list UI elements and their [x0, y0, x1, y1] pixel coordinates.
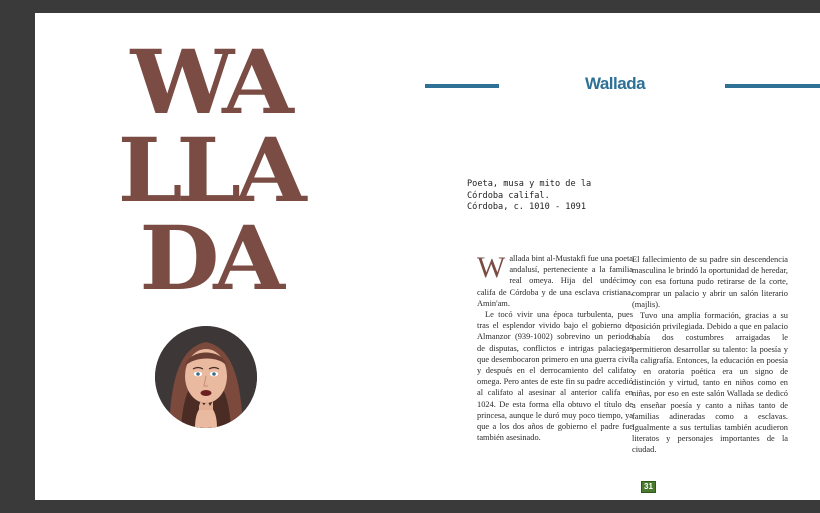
subtitle-line: Córdoba, c. 1010 - 1091 [467, 202, 586, 212]
paragraph: Le tocó vivir una época turbulenta, pues tras el esplendor vivido bajo el gobierno de Almanzor (939-1002) sobrevino un periodo de disputas, conflictos e intrigas palaciegas que desembocaron primero en una guerra civil y después en el derrocamiento del califato omega. Pero antes de este fin su padre accedió al califato al asesinar al anterior califa en 1024. De esta forma ella obtuvo el título de princesa, aunque le duró muy poco tiempo, ya que a los dos años de gobierno el padre fue también asesinado. [477, 310, 633, 443]
paragraph: El fallecimiento de su padre sin descendencia masculina le brindó la oportunidad de heredar, y con esa fortuna pudo retirarse de la corte, comprar un palacio y abrir un salón literario (majlis). [632, 255, 788, 309]
woman-portrait-illustration [155, 326, 257, 428]
display-title-line-2: LLA [117, 118, 301, 222]
display-title-line-1: WA [130, 30, 288, 134]
display-title [109, 30, 309, 310]
title-rule-left [425, 84, 499, 88]
display-title-line-3: DA [139, 206, 279, 310]
drop-cap: W [477, 251, 506, 284]
page-title: Wallada [584, 74, 646, 93]
text-column-2 [632, 254, 788, 456]
paragraph: Tuvo una amplia formación, gracias a su posición privilegiada. Debido a que en palacio había dos costumbres arraigadas le permitieron desarrollar su talento: la poesía y la caligrafía. Entonces, la educación en poesía y en oratoria poética era un signo de distinción y virtud, tanto en niños como en niñas, por eso en este salón Wallada se dedicó a enseñar poesía y canto a niñas tanto de familias adineradas como a esclavas. Igualmente a sus tertulias también acudieron literatos y personajes importantes de la ciudad. [632, 311, 788, 455]
text-column-1 [477, 253, 633, 443]
subtitle-block [467, 179, 627, 214]
book-spread [35, 13, 820, 500]
title-rule-right [725, 84, 820, 88]
paragraph: allada bint al-Mustakfi fue una poeta andalusí, perteneciente a la familia real omeya. Hija del undécimo califa de Córdoba y de una esclava cristiana, Amin'am. [477, 254, 633, 308]
page-number: 31 [641, 481, 656, 493]
subtitle-line: Poeta, musa y mito de la [467, 179, 592, 189]
subtitle-line: Córdoba califal. [467, 190, 550, 201]
